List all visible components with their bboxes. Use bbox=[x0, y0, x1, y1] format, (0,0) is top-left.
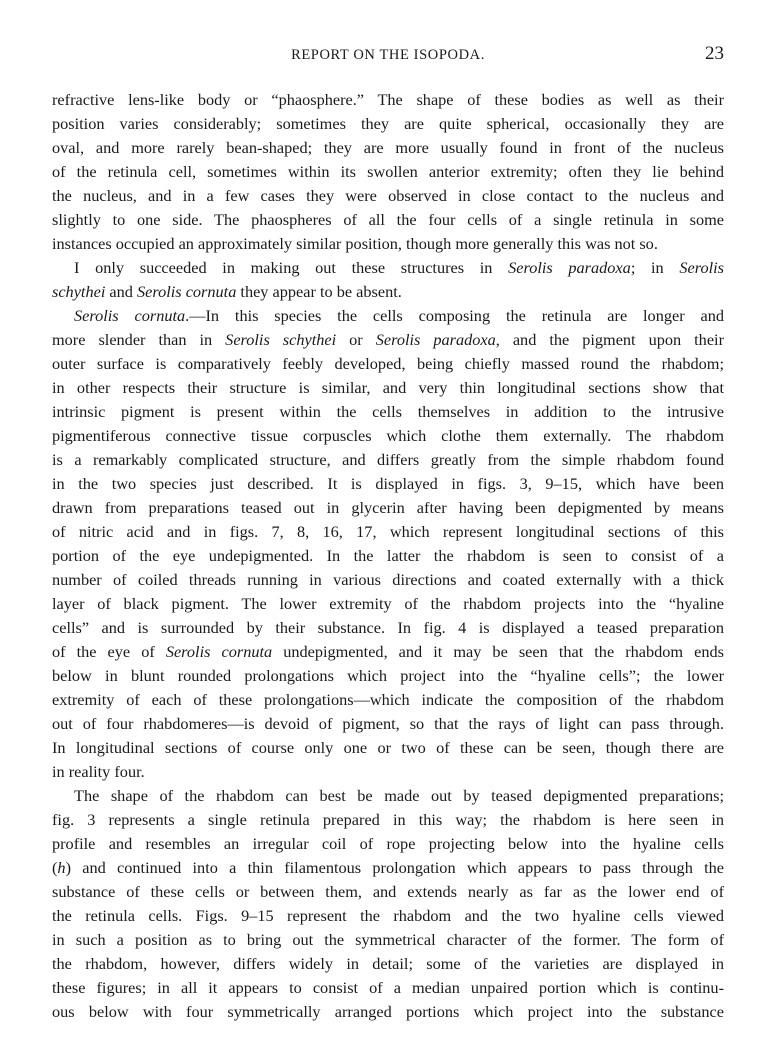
text-line bbox=[52, 280, 724, 304]
text-segment: of the retinula cell, sometimes within its swollen anterior extremity; often they lie behind bbox=[52, 162, 724, 181]
italic-term: Serolis schythei bbox=[225, 330, 337, 349]
text-segment: outer surface is comparatively feebly developed, being chiefly massed round the rhabdom; bbox=[52, 354, 724, 373]
italic-term: Serolis cornuta bbox=[165, 642, 273, 661]
paragraph bbox=[52, 256, 724, 304]
text-line bbox=[52, 664, 724, 688]
text-line bbox=[52, 352, 724, 376]
text-line bbox=[52, 232, 724, 256]
text-segment: pigmentiferous connective tissue corpuscles which clothe them externally. The rhabdom bbox=[52, 426, 724, 445]
text-segment: ous below with four symmetrically arranged portions which project into the substance bbox=[52, 1002, 724, 1021]
text-segment: layer of black pigment. The lower extremity of the rhabdom projects into the “hyaline bbox=[52, 594, 724, 613]
text-segment: In longitudinal sections of course only one or two of these can be seen, though there are bbox=[52, 738, 724, 757]
text-segment: these figures; in all it appears to consist of a median unpaired portion which is continu- bbox=[52, 978, 724, 997]
text-segment: instances occupied an approximately similar position, though more generally this was not so. bbox=[52, 234, 658, 253]
text-segment: ( bbox=[52, 858, 58, 877]
text-segment: undepigmented, and it may be seen that the rhabdom ends bbox=[272, 642, 724, 661]
text-line bbox=[52, 112, 724, 136]
text-line bbox=[52, 376, 724, 400]
italic-term: Serolis paradoxa bbox=[508, 258, 631, 277]
text-segment: the rhabdom, however, differs widely in detail; some of the varieties are displayed in bbox=[52, 954, 724, 973]
text-segment: below in blunt rounded prolongations which project into the “hyaline cells”; the lower bbox=[52, 666, 724, 685]
text-line bbox=[52, 688, 724, 712]
text-line bbox=[52, 712, 724, 736]
text-line bbox=[52, 88, 724, 112]
text-segment: in the two species just described. It is displayed in figs. 3, 9–15, which have been bbox=[52, 474, 724, 493]
text-line bbox=[52, 784, 724, 808]
text-line bbox=[52, 520, 724, 544]
text-segment: position varies considerably; sometimes they are quite spherical, occasionally they are bbox=[52, 114, 724, 133]
text-line bbox=[52, 424, 724, 448]
text-segment: slightly to one side. The phaospheres of all the four cells of a single retinula in some bbox=[52, 210, 724, 229]
italic-term: Serolis bbox=[679, 258, 724, 277]
text-segment: number of coiled threads running in various directions and coated externally with a thick bbox=[52, 570, 724, 589]
text-segment: portion of the eye undepigmented. In the latter the rhabdom is seen to consist of a bbox=[52, 546, 724, 565]
text-segment: drawn from preparations teased out in glycerin after having been depigmented by means bbox=[52, 498, 724, 517]
text-segment: profile and resembles an irregular coil of rope projecting below into the hyaline cells bbox=[52, 834, 724, 853]
text-line bbox=[52, 544, 724, 568]
text-segment: is a remarkably complicated structure, and differs greatly from the simple rhabdom found bbox=[52, 450, 724, 469]
text-segment: ) and continued into a thin filamentous prolongation which appears to pass through the bbox=[65, 858, 724, 877]
text-segment: cells” and is surrounded by their substance. In fig. 4 is displayed a teased preparation bbox=[52, 618, 724, 637]
page-number: 23 bbox=[705, 43, 724, 64]
italic-term: Serolis paradoxa bbox=[375, 330, 496, 349]
text-line bbox=[52, 640, 724, 664]
paragraph bbox=[52, 88, 724, 256]
text-line bbox=[52, 184, 724, 208]
text-line bbox=[52, 472, 724, 496]
text-line bbox=[52, 808, 724, 832]
text-segment: substance of these cells or between them, and extends nearly as far as the lower end of bbox=[52, 882, 724, 901]
paragraph bbox=[52, 304, 724, 784]
italic-term: Serolis cornuta bbox=[74, 306, 186, 325]
text-segment: oval, and more rarely bean-shaped; they are more usually found in front of the nucleus bbox=[52, 138, 724, 157]
text-line bbox=[52, 136, 724, 160]
text-line bbox=[52, 304, 724, 328]
text-line bbox=[52, 496, 724, 520]
text-segment: in other respects their structure is similar, and very thin longitudinal sections show that bbox=[52, 378, 724, 397]
text-segment: or bbox=[336, 330, 376, 349]
text-segment: more slender than in bbox=[52, 330, 226, 349]
text-line bbox=[52, 928, 724, 952]
running-title: REPORT ON THE ISOPODA. bbox=[291, 47, 485, 63]
text-line bbox=[52, 256, 724, 280]
text-line bbox=[52, 400, 724, 424]
text-line bbox=[52, 448, 724, 472]
text-line bbox=[52, 328, 724, 352]
text-segment: of nitric acid and in figs. 7, 8, 16, 17, which represent longitudinal sections of this bbox=[52, 522, 724, 541]
text-line bbox=[52, 592, 724, 616]
text-segment: and bbox=[105, 282, 137, 301]
text-segment: .—In this species the cells composing the retinula are longer and bbox=[185, 306, 724, 325]
text-line bbox=[52, 880, 724, 904]
italic-term: h bbox=[57, 858, 66, 877]
text-line bbox=[52, 616, 724, 640]
text-segment: in such a position as to bring out the symmetrical character of the former. The form of bbox=[52, 930, 724, 949]
text-segment: fig. 3 represents a single retinula prepared in this way; the rhabdom is here seen in bbox=[52, 810, 724, 829]
page-header bbox=[52, 45, 724, 67]
text-line bbox=[52, 904, 724, 928]
text-line bbox=[52, 832, 724, 856]
italic-term: schythei bbox=[52, 282, 106, 301]
text-segment: I only succeeded in making out these structures in bbox=[74, 258, 509, 277]
text-segment: out of four rhabdomeres—is devoid of pigment, so that the rays of light can pass through. bbox=[52, 714, 724, 733]
text-line bbox=[52, 952, 724, 976]
text-segment: ; in bbox=[630, 258, 680, 277]
text-line bbox=[52, 568, 724, 592]
text-line bbox=[52, 1000, 724, 1024]
text-segment: the nucleus, and in a few cases they were observed in close contact to the nucleus and bbox=[52, 186, 724, 205]
text-segment: The shape of the rhabdom can best be made out by teased depigmented preparations; bbox=[74, 786, 724, 805]
text-segment: of the eye of bbox=[52, 642, 166, 661]
text-line bbox=[52, 856, 724, 880]
text-segment: , and the pigment upon their bbox=[495, 330, 724, 349]
text-segment: refractive lens-like body or “phaosphere.” The shape of these bodies as well as their bbox=[52, 90, 724, 109]
text-segment: the retinula cells. Figs. 9–15 represent the rhabdom and the two hyaline cells viewed bbox=[52, 906, 724, 925]
text-line bbox=[52, 208, 724, 232]
text-segment: extremity of each of these prolongations—which indicate the composition of the rhabdom bbox=[52, 690, 724, 709]
text-line bbox=[52, 976, 724, 1000]
text-line bbox=[52, 736, 724, 760]
text-segment: in reality four. bbox=[52, 762, 145, 781]
text-line bbox=[52, 160, 724, 184]
paragraph bbox=[52, 784, 724, 1024]
text-segment: intrinsic pigment is present within the cells themselves in addition to the intrusive bbox=[52, 402, 724, 421]
body-text bbox=[52, 88, 724, 1024]
text-line bbox=[52, 760, 724, 784]
text-segment: they appear to be absent. bbox=[236, 282, 402, 301]
italic-term: Serolis cornuta bbox=[137, 282, 237, 301]
